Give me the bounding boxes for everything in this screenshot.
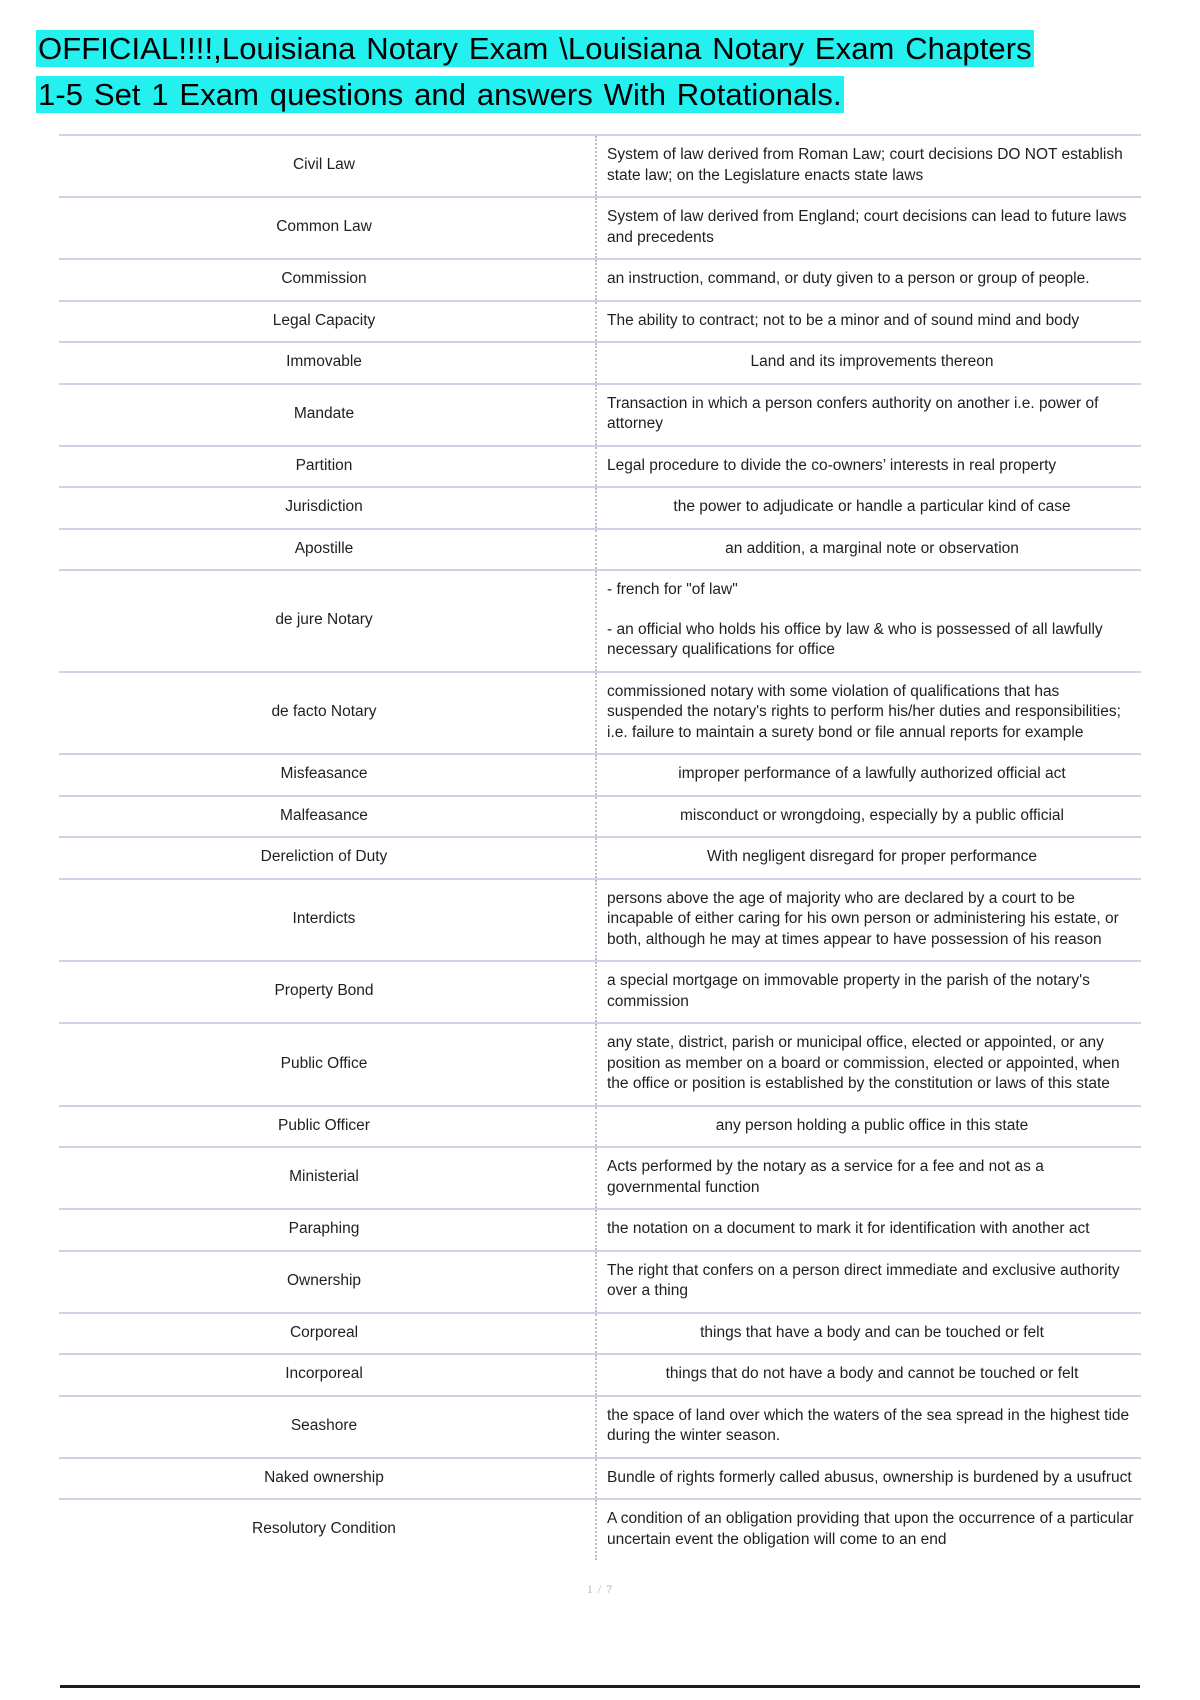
table-row — [59, 796, 1141, 838]
table-row — [59, 570, 1141, 672]
table-row — [59, 1209, 1141, 1251]
term-cell: Partition — [295, 456, 353, 474]
definition-paragraph: persons above the age of majority who are declared by a court to be incapable of either caring for his own person or administering his estate, or both, although he may at times appear to have possession of his reason — [607, 889, 1119, 948]
term-cell: Resolutory Condition — [252, 1520, 396, 1538]
table-row — [59, 342, 1141, 384]
table-row — [59, 1396, 1141, 1458]
page-title-line-1: OFFICIAL!!!!,Louisiana Notary Exam \Louisiana Notary Exam Chapters — [38, 31, 1032, 66]
page-number-footer: 1 / 7 — [586, 1582, 614, 1596]
definition-paragraph: - an official who holds his office by law & who is possessed of all lawfully necessary qualifications for office — [607, 620, 1103, 658]
definition-cell — [596, 301, 1141, 343]
table-row — [59, 1106, 1141, 1148]
definition-cell — [596, 1023, 1141, 1106]
definition-paragraph: Legal procedure to divide the co-owners’ interests in real property — [607, 456, 1057, 474]
definition-cell — [596, 1354, 1141, 1396]
definition-cell — [596, 879, 1141, 962]
definition-paragraph: With negligent disregard for proper performance — [707, 848, 1037, 865]
definition-paragraph: misconduct or wrongdoing, especially by a public official — [680, 806, 1064, 824]
definition-cell — [596, 1499, 1141, 1560]
table-row — [59, 672, 1141, 755]
term-cell: Apostille — [294, 539, 354, 557]
table-row — [59, 197, 1141, 259]
term-cell: Civil Law — [292, 156, 355, 174]
definition-paragraph: commissioned notary with some violation of qualifications that has suspended the notary's rights to perform his/her duties and responsibilities; i.e. failure to maintain a surety bond or file annual reports for example — [607, 682, 1121, 741]
term-cell: de facto Notary — [271, 703, 377, 720]
definition-paragraph: Land and its improvements thereon — [750, 353, 994, 370]
definition-cell — [596, 1251, 1141, 1313]
definition-cell — [596, 1209, 1141, 1251]
term-cell: de jure Notary — [275, 611, 373, 628]
table-row — [59, 1354, 1141, 1396]
term-cell: Misfeasance — [280, 765, 368, 782]
table-row — [59, 837, 1141, 879]
definition-cell — [596, 1396, 1141, 1458]
table-row — [59, 961, 1141, 1023]
definition-cell — [596, 446, 1141, 488]
definition-paragraph: the space of land over which the waters of the sea spread in the highest tide during the winter season. — [607, 1406, 1130, 1444]
definition-paragraph: System of law derived from England; court decisions can lead to future laws and precedents — [607, 208, 1127, 246]
definition-cell — [596, 135, 1141, 197]
definition-paragraph: The right that confers on a person direct immediate and exclusive authority over a thing — [607, 1261, 1120, 1299]
definition-cell — [596, 487, 1141, 529]
definition-paragraph: things that do not have a body and cannot be touched or felt — [665, 1365, 1079, 1382]
definition-paragraph: The ability to contract; not to be a minor and of sound mind and body — [607, 311, 1080, 329]
definition-cell — [596, 837, 1141, 879]
table-row — [59, 135, 1141, 197]
term-cell: Legal Capacity — [272, 311, 376, 329]
term-cell: Commission — [281, 270, 367, 287]
table-row — [59, 1458, 1141, 1500]
definition-paragraph: improper performance of a lawfully authorized official act — [678, 765, 1066, 782]
term-cell: Malfeasance — [280, 806, 368, 824]
term-cell: Public Office — [280, 1054, 368, 1072]
term-cell: Dereliction of Duty — [260, 848, 388, 865]
definition-paragraph: an addition, a marginal note or observation — [725, 539, 1019, 557]
definition-cell — [596, 1458, 1141, 1500]
term-cell: Incorporeal — [285, 1365, 363, 1382]
definition-cell — [596, 259, 1141, 301]
definition-cell — [596, 342, 1141, 384]
definition-paragraph: an instruction, command, or duty given to a person or group of people. — [607, 270, 1090, 287]
table-row — [59, 487, 1141, 529]
term-cell: Property Bond — [274, 982, 374, 1000]
table-row — [59, 1251, 1141, 1313]
term-cell: Interdicts — [292, 910, 356, 927]
definition-paragraph: any state, district, parish or municipal office, elected or appointed, or any position as member on a board or commission, elected or appointed, when the office or position is established by the constitution or laws of this state — [607, 1034, 1120, 1092]
definition-cell — [596, 1106, 1141, 1148]
definition-cell — [596, 197, 1141, 259]
definition-cell — [596, 796, 1141, 838]
definition-paragraph: Transaction in which a person confers authority on another i.e. power of attorney — [607, 394, 1099, 432]
term-cell: Seashore — [290, 1416, 358, 1434]
table-row — [59, 1313, 1141, 1355]
table-row — [59, 754, 1141, 796]
term-cell: Public Officer — [278, 1116, 370, 1134]
definition-paragraph: - french for "of law" — [607, 581, 738, 598]
table-row — [59, 1023, 1141, 1106]
definition-cell — [596, 961, 1141, 1023]
definition-cell — [596, 1313, 1141, 1355]
definition-paragraph: any person holding a public office in this state — [715, 1116, 1029, 1134]
term-cell: Corporeal — [289, 1323, 359, 1341]
table-row — [59, 446, 1141, 488]
definition-cell — [596, 529, 1141, 571]
definition-paragraph: a special mortgage on immovable property in the parish of the notary's commission — [607, 972, 1090, 1010]
term-cell: Ministerial — [289, 1168, 359, 1186]
page-title — [0, 0, 1200, 118]
definition-paragraph: the notation on a document to mark it for identification with another act — [607, 1220, 1090, 1237]
terms-definitions-table — [59, 134, 1141, 1560]
term-cell: Mandate — [293, 404, 355, 422]
term-cell: Ownership — [286, 1271, 362, 1289]
definition-paragraph: System of law derived from Roman Law; court decisions DO NOT establish state law; on the Legislature enacts state laws — [607, 146, 1123, 184]
definition-cell — [596, 570, 1141, 672]
term-cell: Common Law — [276, 218, 372, 236]
definition-cell — [596, 754, 1141, 796]
table-row — [59, 301, 1141, 343]
table-row — [59, 529, 1141, 571]
term-cell: Immovable — [286, 353, 362, 370]
definition-paragraph: the power to adjudicate or handle a particular kind of case — [673, 498, 1071, 515]
table-row — [59, 384, 1141, 446]
page-title-line-2: 1-5 Set 1 Exam questions and answers With Rotationals. — [38, 77, 842, 112]
table-row — [59, 879, 1141, 962]
term-cell: Paraphing — [288, 1220, 360, 1237]
definition-cell — [596, 384, 1141, 446]
bottom-divider — [60, 1685, 1140, 1688]
definition-paragraph: Acts performed by the notary as a service for a fee and not as a governmental function — [607, 1158, 1044, 1196]
definition-paragraph: A condition of an obligation providing that upon the occurrence of a particular uncertain event the obligation will come to an end — [607, 1510, 1134, 1548]
definition-paragraph: things that have a body and can be touched or felt — [700, 1323, 1044, 1341]
term-cell: Jurisdiction — [285, 498, 363, 515]
table-row — [59, 1499, 1141, 1560]
definition-paragraph: Bundle of rights formerly called abusus, ownership is burdened by a usufruct — [607, 1468, 1132, 1486]
table-body — [59, 135, 1141, 1560]
definition-cell — [596, 672, 1141, 755]
table-row — [59, 259, 1141, 301]
table-row — [59, 1147, 1141, 1209]
definition-cell — [596, 1147, 1141, 1209]
term-cell: Naked ownership — [264, 1468, 384, 1486]
